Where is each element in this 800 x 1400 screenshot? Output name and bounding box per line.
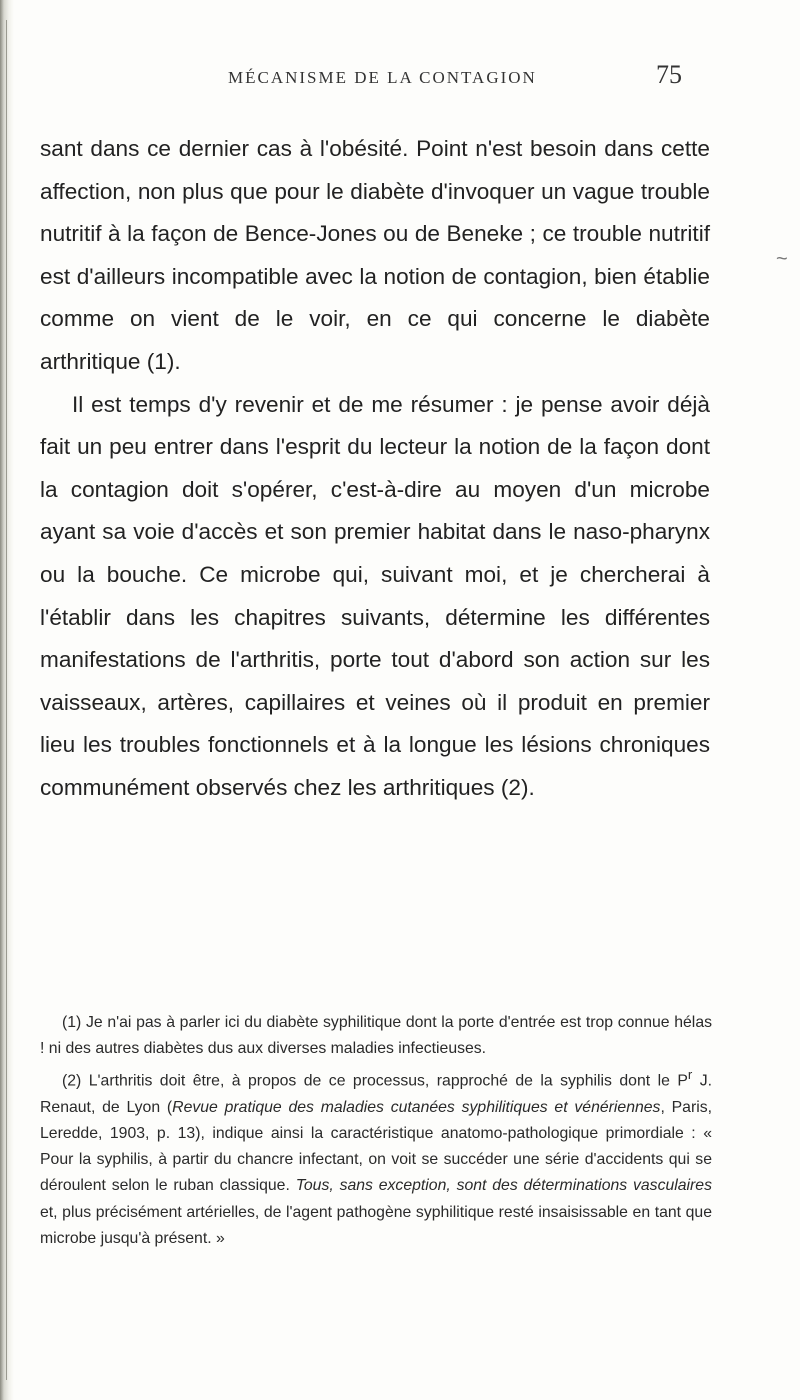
footnote-2-text-a: (2) L'arthritis doit être, à propos de ce processus, rapproché de la syphilis dont le P [62,1072,688,1090]
running-head [0,60,800,94]
footnote-2-text-b: J. Renaut, de Lyon ( [40,1072,712,1116]
footnote-1: (1) Je n'ai pas à parler ici du diabète syphilitique dont la porte d'entrée est trop connue hélas ! ni des autres diabètes dus aux diverses maladies infectieuses. [40,1014,712,1058]
footnote-2-emphasis: Tous, sans exception, sont des déterminations vasculaires [295,1177,712,1195]
footnote-2-text-d: et, plus précisément artérielles, de l'agent pathogène syphilitique resté insaisissable en tant que microbe jusqu'à présent. » [40,1203,712,1247]
paragraph-1: sant dans ce dernier cas à l'obésité. Point n'est besoin dans cette affection, non plus que pour le diabète d'invoquer un vague trouble nutritif à la façon de Bence-Jones ou de Beneke ; ce trouble nutritif est d'ailleurs incompatible avec la notion de contagion, bien établie comme on vient de le voir, en ce qui concerne le diabète arthritique (1). [40,136,710,374]
footnote-2 [40,1062,712,1252]
running-head-title: MÉCANISME DE LA CONTAGION [228,68,537,87]
footnotes [40,1010,712,1252]
footnote-2-text-c: , Paris, Leredde, 1903, p. 13), indique ainsi la caractéristique anatomo-pathologique primordiale : « Pour la syphilis, à partir du chancre infectant, on voit se succéder une série d'accidents qui se déroulent selon le ruban classique. [40,1098,712,1195]
footnote-2-journal-title: Revue pratique des maladies cutanées syphilitiques et vénériennes [172,1098,661,1116]
body-text [40,128,710,810]
page-number: 75 [656,60,682,89]
paragraph-2: Il est temps d'y revenir et de me résumer : je pense avoir déjà fait un peu entrer dans l'esprit du lecteur la notion de la façon dont la contagion doit s'opérer, c'est-à-dire au moyen d'un microbe ayant sa voie d'accès et son premier habitat dans le naso-pharynx ou la bouche. Ce microbe qui, suivant moi, et je chercherai à l'établir dans les chapitres suivants, détermine les différentes manifestations de l'arthritis, porte tout d'abord son action sur les vaisseaux, artères, capillaires et veines où il produit en premier lieu les troubles fonctionnels et à la longue les lésions chroniques communément observés chez les arthritiques (2). [40,391,710,800]
spine-line [6,20,7,1380]
margin-mark: ~ [776,248,788,270]
book-spine-shadow [0,0,14,1400]
footnote-2-superscript: r [687,1067,693,1083]
